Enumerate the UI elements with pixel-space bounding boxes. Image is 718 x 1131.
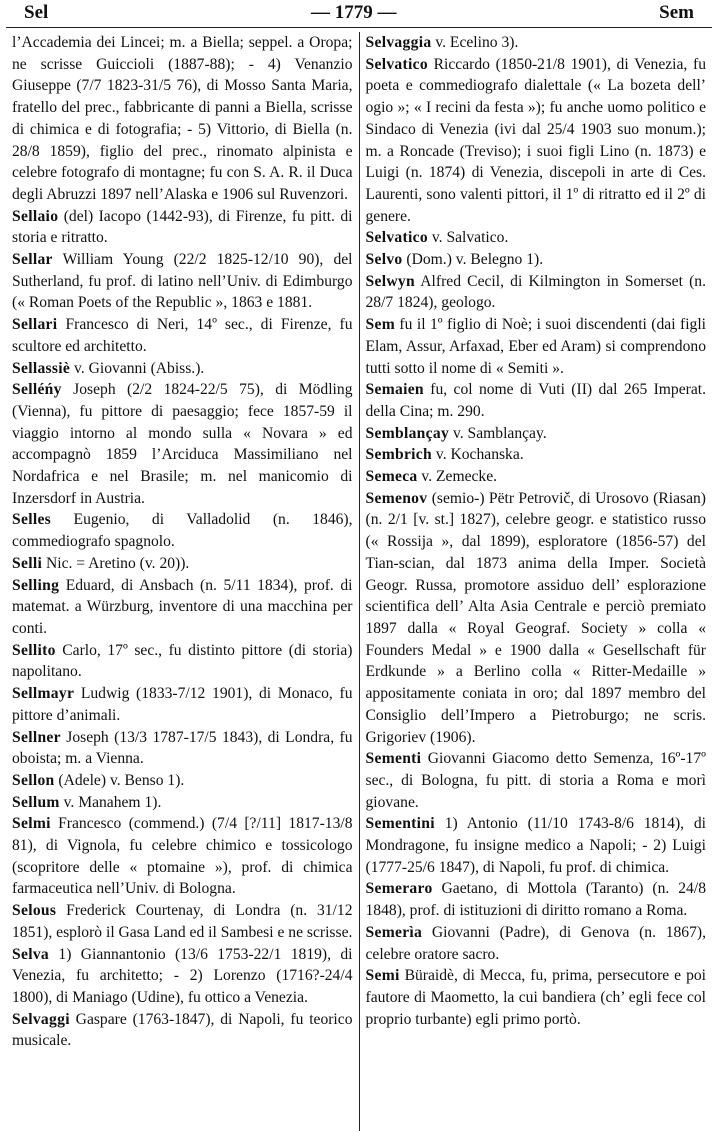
entry-text: 1) Giannantonio (13/6 1753-22/1 1819), di Venezia, fu architetto; - 2) Lorenzo (1716?-24/4 1800), di Maniago (Udine), fu ottico a Venezia. xyxy=(12,945,353,1006)
entry-headword: Selvo xyxy=(365,251,403,269)
entry-headword: Sellum xyxy=(12,793,60,811)
dictionary-entry xyxy=(12,1009,353,1052)
dictionary-entry xyxy=(366,965,707,1030)
dictionary-entry xyxy=(12,792,353,814)
dictionary-entry xyxy=(366,922,707,965)
right-column xyxy=(359,32,713,1131)
dictionary-entry xyxy=(12,249,353,314)
dictionary-entry xyxy=(366,444,707,466)
entry-text: Alfred Cecil, di Kilmington in Somerset (n. 28/7 1824), geologo. xyxy=(365,272,706,312)
page-number: — 1779 — xyxy=(310,2,397,23)
dictionary-entry xyxy=(366,271,707,314)
dictionary-entry xyxy=(12,727,353,770)
entry-headword: Selous xyxy=(12,902,57,920)
entry-text: (Dom.) v. Belegno 1). xyxy=(402,251,544,269)
entry-headword: Semerìa xyxy=(365,923,423,941)
dictionary-entry xyxy=(12,379,353,509)
entry-text: Frederick Courtenay, di Londra (n. 31/12 1851), esplorò il Gasa Land ed il Sambesi e ne scrisse. xyxy=(12,902,353,941)
entry-headword: Sellmayr xyxy=(12,685,75,703)
dictionary-entry xyxy=(366,249,707,271)
dictionary-entry xyxy=(366,748,707,813)
entry-text: (del) Iacopo (1442-93), di Firenze, fu pitt. di storia e ritratto. xyxy=(12,207,353,247)
entry-headword: Selles xyxy=(12,511,52,529)
entry-text: Joseph (13/3 1787-17/5 1843), di Londra, fu oboista; m. a Vienna. xyxy=(12,728,353,768)
entry-text: v. Manahem 1). xyxy=(59,793,162,811)
entry-text: v. Salvatico. xyxy=(427,229,509,247)
entry-headword: Sellassiè xyxy=(12,359,71,377)
entry-text: Carlo, 17º sec., fu distinto pittore (di storia) napolitano. xyxy=(12,641,353,681)
columns xyxy=(6,32,712,1131)
entry-text: Eugenio, di Valladolid (n. 1846), commediografo spagnolo. xyxy=(12,511,353,551)
entry-text: v. Ecelino 3). xyxy=(431,34,519,51)
entry-text: v. Samblançay. xyxy=(449,424,547,442)
entry-text: (Adele) v. Benso 1). xyxy=(54,771,185,789)
dictionary-entry xyxy=(12,32,353,206)
dictionary-entry xyxy=(12,509,353,552)
entry-text: Büraidè, di Mecca, fu, prima, persecutore e poi fautore di Maometto, la cui bandiera (ch’ egli fece col proprio turbante) egli primo portò. xyxy=(365,967,706,1028)
dictionary-entry xyxy=(366,466,707,488)
page-header xyxy=(8,0,710,26)
dictionary-entry xyxy=(366,423,707,445)
entry-headword: Sem xyxy=(365,316,395,334)
entry-headword: Selva xyxy=(12,945,50,963)
entry-text: Ludwig (1833-7/12 1901), di Monaco, fu pittore d’animali. xyxy=(12,685,353,724)
entry-text: Gaetano, di Mottola (Taranto) (n. 24/8 1848), prof. di istituzioni di diritto romano a Roma. xyxy=(365,880,706,920)
entry-headword: Sementi xyxy=(365,750,422,768)
entry-text: Francesco (commend.) (7/4 [?/11] 1817-13/8 81), di Vignola, fu celebre chimico e tossicologo (scopritore delle « ptomaine »), prof. di chimica farmaceutica nell’Univ. di Bologna. xyxy=(12,815,353,898)
entry-headword: Selvatico xyxy=(365,55,428,73)
entry-headword: Semblançay xyxy=(365,424,450,442)
entry-text: Nic. = Aretino (v. 20)). xyxy=(42,554,190,572)
entry-headword: Selvatico xyxy=(365,229,428,247)
dictionary-entry xyxy=(12,944,353,1009)
entry-text: Giovanni Giacomo detto Semenza, 16º-17º sec., di Bologna, fu pitt. di storia a Roma e morì giovane. xyxy=(365,750,706,811)
dictionary-entry xyxy=(12,640,353,683)
header-rule xyxy=(6,27,712,28)
entry-text: l’Accademia dei Lincei; m. a Biella; seppel. a Oropa; ne scrisse Guiccioli (1887-88); - 4) Venanzio Giuseppe (7/7 1823-31/5 76), di Mosso Santa Maria, fratello del prec., fabbricante di panni a Biella, scrisse di chimica e di fotografia; - 5) Vittorio, di Biella (n. 28/8 1859), figlio del prec., rinomato alpinista e celebre fotografo di montagne; fu con S. A. R. il Duca degli Abruzzi 1897 nell’Alaska e 1906 sul Ruvenzori. xyxy=(12,34,353,203)
entry-headword: Semi xyxy=(365,967,400,985)
entry-text: v. Kochanska. xyxy=(432,446,524,464)
entry-text: Riccardo (1850-21/8 1901), di Venezia, fu poeta e commediografo dialettale (« La bozeta dell’ ogio »; « I recini da festa »); fu anche uomo politico e Sindaco di Venezia (ivi dal 25/4 1903 suo monum.); m. a Roncade (Treviso); i suoi figli Lino (n. 1873) e Luigi (n. 1874) di Venezia, discepoli in arte di Ces. Laurenti, sono valenti pittori, il 1º di ritratto ed il 2º di genere. xyxy=(365,55,706,225)
entry-text: v. Zemecke. xyxy=(417,468,498,486)
entry-headword: Sellon xyxy=(12,771,55,789)
dictionary-entry xyxy=(12,206,353,249)
entry-headword: Sellar xyxy=(12,251,53,269)
left-column xyxy=(6,32,359,1131)
dictionary-entry xyxy=(366,314,707,379)
entry-headword: Semeca xyxy=(365,468,418,486)
dictionary-entry xyxy=(12,683,353,726)
entry-text: (semio-) Pëtr Petrovič, di Urosovo (Riasan) (n. 2/1 [v. st.] 1827), celebre geogr. e statistico russo (« Rossija », dal 1899), esploratore (1856-57) del Tian-scian, dal 1873 anima della Imper. Società Geogr. Russa, promotore assiduo dell’ esplorazione scientifica dell’ Alta Asia Centrale e perciò premiato 1897 dalla « Royal Geograf. Society » colla « Founders Medal » e 1900 dalla « Gesellschaft für Erdkunde » a Berlino colla « Ritter-Medaille » appositamente coniata in oro; dal 1897 membro del Consiglio dell’Impero a Pietroburgo; ne scris. Grigoriev (1906). xyxy=(365,489,706,746)
entry-headword: Selvaggi xyxy=(12,1010,70,1028)
entry-text: William Young (22/2 1825-12/10 90), del Sutherland, fu prof. di latino nell’Univ. di Edimburgo (« Roman Poets of the Republic », 1863 e 1881. xyxy=(12,251,353,312)
entry-headword: Selling xyxy=(12,576,60,594)
dictionary-entry xyxy=(12,813,353,900)
header-right-keyword: Sem xyxy=(659,2,694,23)
entry-headword: Sellito xyxy=(12,641,56,659)
entry-text: fu il 1º figlio di Noè; i suoi discendenti (dai figli Elam, Assur, Arfaxad, Eber ed Aram) si comprendono tutti sotto il nome di « Semiti ». xyxy=(365,316,706,377)
dictionary-entry xyxy=(12,900,353,943)
entry-headword: Selli xyxy=(12,554,43,572)
dictionary-entry xyxy=(366,54,707,228)
entry-headword: Semenov xyxy=(365,489,428,507)
dictionary-entry xyxy=(366,813,707,878)
entry-text: Eduard, di Ansbach (n. 5/11 1834), prof. di matemat. a Würzburg, inventore di una macchina per conti. xyxy=(12,576,353,637)
entry-text: Joseph (2/2 1824-22/5 75), di Mödling (Vienna), fu pittore di paesaggio; fece 1857-59 il viaggio intorno al mondo sulla « Novara » ed accompagnò 1859 l’Arciduca Massimiliano nel Nordafrica e nel Brasile; m. nel manicomio di Inzersdorf in Austria. xyxy=(12,381,353,507)
entry-text: Giovanni (Padre), di Genova (n. 1867), celebre oratore sacro. xyxy=(365,923,706,963)
dictionary-entry xyxy=(366,878,707,921)
entry-headword: Sellner xyxy=(12,728,61,746)
dictionary-entry xyxy=(366,379,707,422)
dictionary-entry xyxy=(12,770,353,792)
entry-text: v. Giovanni (Abiss.). xyxy=(70,359,205,377)
header-left-keyword: Sel xyxy=(24,2,49,23)
entry-text: Francesco di Neri, 14º sec., di Firenze, fu scultore ed architetto. xyxy=(12,316,353,355)
dictionary-entry xyxy=(366,32,707,54)
entry-text: Gaspare (1763-1847), di Napoli, fu teorico musicale. xyxy=(12,1010,353,1050)
entry-headword: Selmi xyxy=(12,815,51,833)
entry-headword: Semaien xyxy=(365,381,424,399)
dictionary-entry xyxy=(366,227,707,249)
dictionary-entry xyxy=(12,314,353,357)
dictionary-entry xyxy=(12,358,353,380)
dictionary-entry xyxy=(12,553,353,575)
entry-headword: Semeraro xyxy=(365,880,433,898)
entry-headword: Selvaggia xyxy=(365,34,432,51)
entry-text: 1) Antonio (11/10 1743-8/6 1814), di Mondragone, fu insigne medico a Napoli; - 2) Luigi (1777-25/6 1847), di Napoli, fu prof. di chimica. xyxy=(365,815,706,876)
entry-headword: Selwyn xyxy=(365,272,415,290)
dictionary-entry xyxy=(12,575,353,640)
entry-headword: Selléńy xyxy=(12,381,62,399)
entry-text: fu, col nome di Vuti (II) dal 265 Imperat. della Cina; m. 290. xyxy=(365,381,706,420)
entry-headword: Sementini xyxy=(365,815,435,833)
dictionary-entry xyxy=(366,488,707,748)
entry-headword: Sellaio xyxy=(12,207,59,225)
entry-headword: Sembrich xyxy=(365,446,433,464)
entry-headword: Sellari xyxy=(12,316,58,334)
